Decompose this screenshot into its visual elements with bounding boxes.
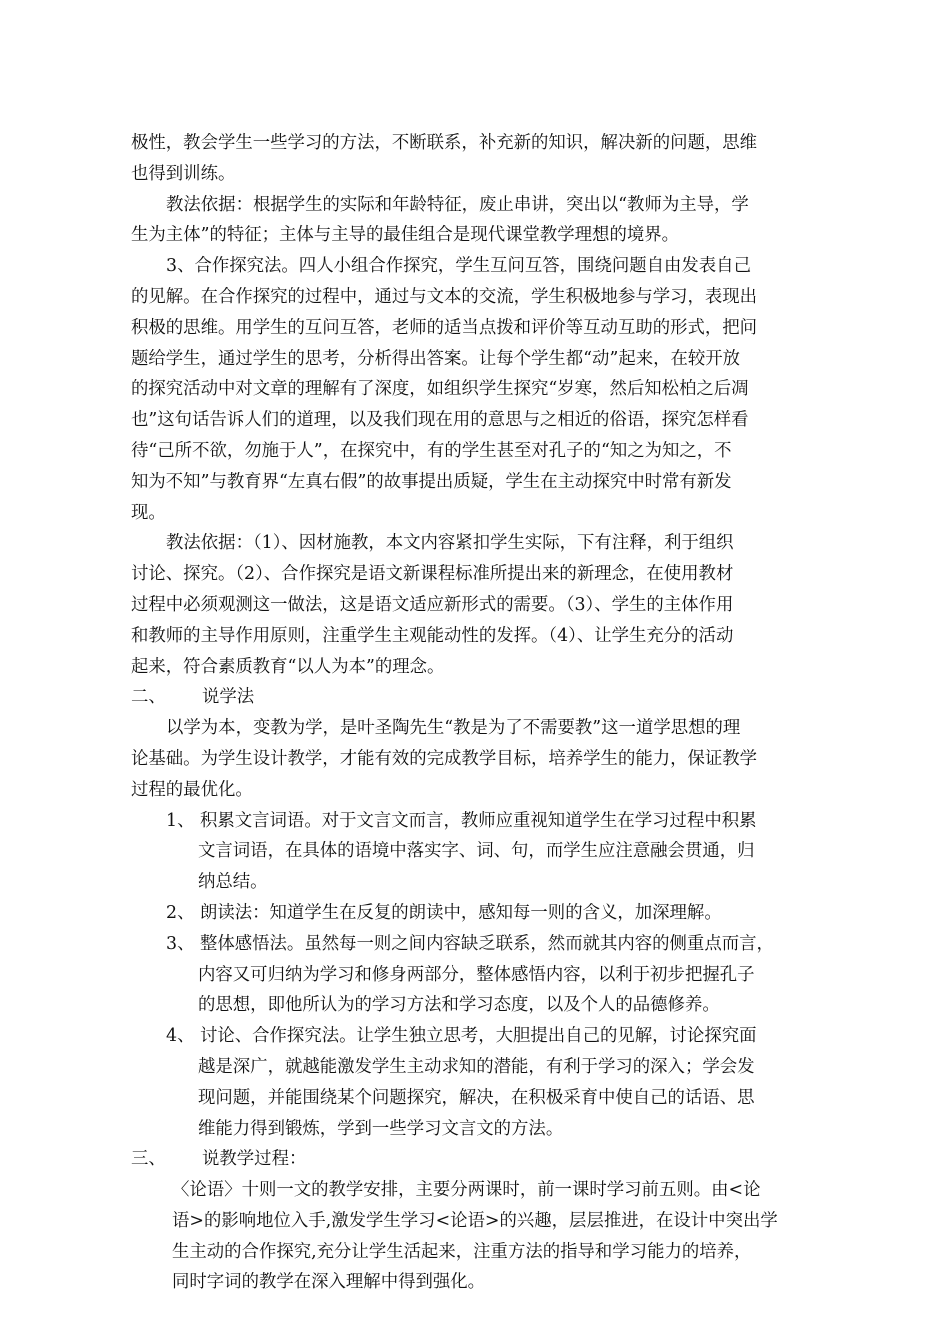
- section-number: 二、: [131, 687, 166, 708]
- text-line: 论基础。为学生设计教学，才能有效的完成教学目标，培养学生的能力，保证教学: [131, 748, 758, 769]
- list-item-continuation: 纳总结。: [198, 872, 268, 893]
- list-item-continuation: 内容又可归纳为学习和修身两部分，整体感悟内容，以利于初步把握孔子: [198, 964, 755, 985]
- text-line: 知为不知”与教育界“左真右假”的故事提出质疑，学生在主动探究中时常有新发: [131, 471, 732, 492]
- text-line: 语>的影响地位入手,激发学生学习<论语>的兴趣，层层推进，在设计中突出学: [172, 1210, 778, 1231]
- section-number: 三、: [131, 1149, 166, 1170]
- text-line: 也”这句话告诉人们的道理，以及我们现在用的意思与之相近的俗语，探究怎样看: [131, 410, 749, 431]
- text-line: 也得到训练。: [131, 163, 236, 184]
- section-title: 说教学过程：: [202, 1149, 307, 1170]
- text-line: 现。: [131, 502, 166, 523]
- paragraph-start: 教法依据：根据学生的实际和年龄特征，废止串讲，突出以“教师为主导，学: [166, 194, 749, 215]
- text-line: 过程的最优化。: [131, 779, 253, 800]
- text-line: 同时字词的教学在深入理解中得到强化。: [172, 1272, 486, 1293]
- text-line: 过程中必须观测这一做法，这是语文适应新形式的需要。（3）、学生的主体作用: [131, 594, 734, 615]
- paragraph-start: 3、合作探究法。四人小组合作探究，学生互问互答，围绕问题自由发表自己: [166, 256, 751, 277]
- list-item-continuation: 越是深广，就越能激发学生主动求知的潜能，有利于学习的深入；学会发: [198, 1056, 755, 1077]
- section-title: 说学法: [202, 687, 255, 708]
- text-line: 题给学生，通过学生的思考，分析得出答案。让每个学生都“动”起来，在较开放: [131, 348, 741, 369]
- list-item-continuation: 维能力得到锻炼，学到一些学习文言文的方法。: [198, 1118, 564, 1139]
- text-line: 积极的思维。用学生的互问互答，老师的适当点拨和评价等互动互助的形式，把问: [131, 317, 758, 338]
- paragraph-start: 教法依据：（1）、因材施教，本文内容紧扣学生实际，下有注释，利于组织: [166, 533, 734, 554]
- list-item-continuation: 的思想，即他所认为的学习方法和学习态度，以及个人的品德修养。: [198, 995, 720, 1016]
- text-line: 和教师的主导作用原则，注重学生主观能动性的发挥。（4）、让学生充分的活动: [131, 625, 734, 646]
- text-line: 讨论、探究。（2）、合作探究是语文新课程标准所提出来的新理念，在使用教材: [131, 564, 734, 585]
- text-line: 的探究活动中对文章的理解有了深度，如组织学生探究“岁寒，然后知松柏之后凋: [131, 379, 749, 400]
- text-line: 的见解。在合作探究的过程中，通过与文本的交流，学生积极地参与学习，表现出: [131, 286, 758, 307]
- text-line: 极性，教会学生一些学习的方法，不断联系，补充新的知识，解决新的问题，思维: [131, 133, 758, 153]
- text-line: 起来，符合素质教育“以人为本”的理念。: [131, 656, 445, 677]
- text-line: 生为主体”的特征；主体与主导的最佳组合是现代课堂教学理想的境界。: [131, 225, 680, 246]
- document-body: [131, 128, 823, 1298]
- list-item-start: 2、 朗读法：知道学生在反复的朗读中，感知每一则的含义，加深理解。: [166, 902, 722, 923]
- paragraph-start: 以学为本，变教为学，是叶圣陶先生“教是为了不需要教”这一道学思想的理: [166, 718, 741, 739]
- text-line: 〈论语〉十则一文的教学安排，主要分两课时，前一课时学习前五则。由<论: [172, 1180, 761, 1201]
- text-line: 待“己所不欲，勿施于人”，在探究中，有的学生甚至对孔子的“知之为知之，不: [131, 440, 732, 461]
- section-heading-2: [131, 682, 823, 713]
- list-item-continuation: 文言词语，在具体的语境中落实字、词、句，而学生应注意融会贯通，归: [198, 841, 755, 862]
- section-heading-3: [131, 1144, 823, 1175]
- list-item-start: 3、 整体感悟法。虽然每一则之间内容缺乏联系，然而就其内容的侧重点而言，: [166, 933, 774, 954]
- list-item-start: 4、 讨论、合作探究法。让学生独立思考，大胆提出自己的见解，讨论探究面: [166, 1026, 757, 1047]
- list-item-continuation: 现问题，并能围绕某个问题探究，解决，在积极采育中使自己的话语、思: [198, 1087, 755, 1108]
- list-item-start: 1、 积累文言词语。对于文言文而言，教师应重视知道学生在学习过程中积累: [166, 810, 757, 831]
- text-line: 生主动的合作探究,充分让学生活起来，注重方法的指导和学习能力的培养，: [172, 1241, 752, 1262]
